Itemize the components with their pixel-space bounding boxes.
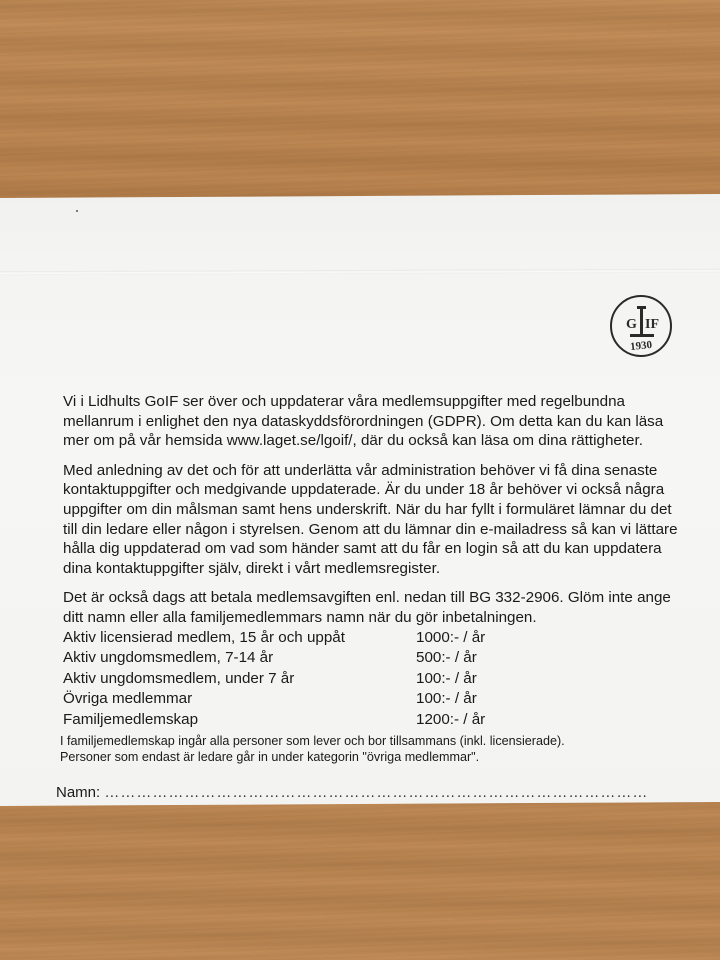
fee-price: 1200:- / år [416,710,486,728]
name-dotted-line: ………………………………………………………………………………………… [104,784,649,801]
fee-table [63,628,673,731]
text-line: kontaktuppgifter och medgivande uppdaterade. Är du under 18 år behöver vi också några [63,481,665,499]
letter-body [60,392,678,766]
text-line: mellanrum i enlighet den nya dataskyddsförordningen (GDPR). Om detta kan du kan läsa [63,412,664,430]
note-line: Personer som endast är ledare går in under kategorin "övriga medlemmar". [60,750,480,764]
fee-row [63,669,673,690]
paragraph-payment [63,588,673,627]
text-line: mer om på vår hemsida www.laget.se/lgoif/, där du också kan läsa om dina rättigheter. [63,432,643,450]
svg-text:1930: 1930 [629,338,653,354]
fee-category: Familjemedlemskap [63,710,199,728]
fee-category: Aktiv ungdomsmedlem, under 7 år [63,669,295,687]
text-line: hålla dig uppdaterad om vad som händer samt att du får en login så att du kan uppdatera [63,540,662,558]
fee-notes [60,733,673,766]
fee-row [63,710,673,731]
text-line: Det är också dags att betala medlemsavgiften enl. nedan till BG 332-2906. Glöm inte ange [63,589,671,607]
name-label: Namn: [56,784,101,801]
fee-price: 100:- / år [416,669,477,687]
paper-speck [76,210,78,212]
name-field[interactable] [56,784,648,801]
text-line: Med anledning av det och för att underlätta vår administration behöver vi få dina senaste [63,461,658,479]
club-logo-emblem [612,297,670,355]
fee-price: 100:- / år [416,690,477,708]
paragraph-contact-info [63,461,678,579]
fee-price: 1000:- / år [416,628,486,646]
fee-price: 500:- / år [416,649,477,667]
fee-category: Aktiv ungdomsmedlem, 7-14 år [63,649,274,667]
fee-row [63,689,673,710]
text-line: till din ledare eller någon i styrelsen. Genom att du lämnar din e-mailadress så kan vi lättare [63,520,678,538]
svg-text:IF: IF [645,317,659,332]
svg-text:G: G [626,317,637,332]
fee-row [63,628,673,649]
paragraph-gdpr [63,392,673,451]
fee-category: Övriga medlemmar [63,690,193,708]
text-line: ditt namn eller alla familjemedlemmars namn när du gör inbetalningen. [63,608,537,626]
text-line: dina kontaktuppgifter själv, direkt i vårt medlemsregister. [63,559,441,577]
text-line: Vi i Lidhults GoIF ser över och uppdaterar våra medlemsuppgifter med regelbundna [63,393,625,410]
fee-category: Aktiv licensierad medlem, 15 år och uppåt [63,628,345,646]
fee-row [63,648,673,669]
club-logo [610,295,672,357]
note-line: I familjemedlemskap ingår alla personer som lever och bor tillsammans (inkl. licensierade). [60,733,565,748]
text-line: uppgifter om din målsman samt hens underskrift. När du har fyllt i formuläret lämnar du det [63,500,672,518]
